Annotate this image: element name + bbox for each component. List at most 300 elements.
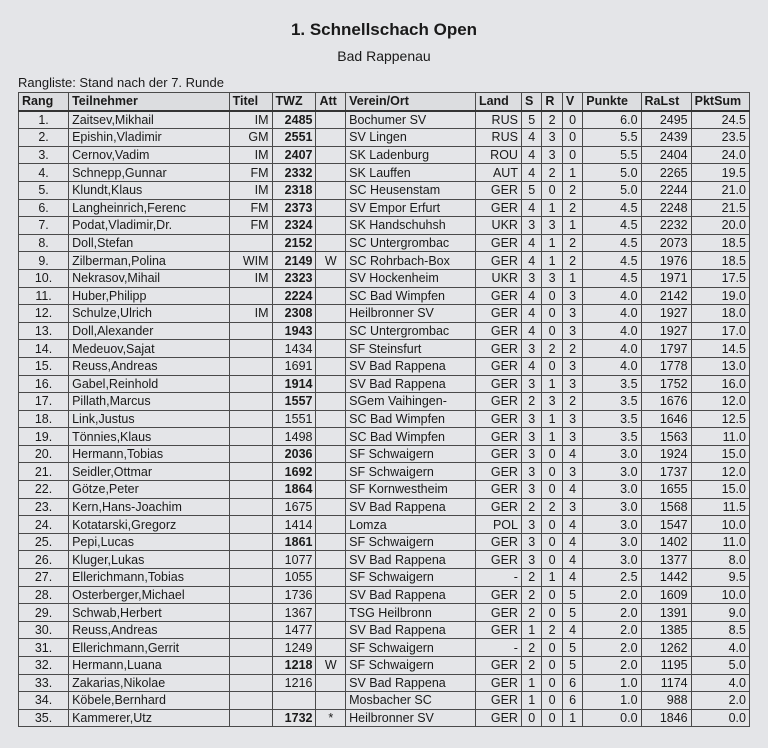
cell-ralst: 1927 bbox=[641, 305, 691, 323]
cell-titel: IM bbox=[229, 269, 272, 287]
cell-r: 3 bbox=[542, 269, 562, 287]
cell-teilnehmer: Götze,Peter bbox=[69, 481, 230, 499]
cell-v: 2 bbox=[562, 181, 582, 199]
cell-v: 0 bbox=[562, 111, 582, 129]
table-row bbox=[19, 586, 750, 604]
cell-r: 1 bbox=[542, 428, 562, 446]
table-row bbox=[19, 146, 750, 164]
cell-titel bbox=[229, 621, 272, 639]
cell-att bbox=[316, 533, 346, 551]
cell-v: 4 bbox=[562, 445, 582, 463]
cell-teilnehmer: Seidler,Ottmar bbox=[69, 463, 230, 481]
header-titel: Titel bbox=[229, 93, 272, 111]
cell-r: 1 bbox=[542, 569, 562, 587]
cell-att: * bbox=[316, 709, 346, 727]
cell-verein: SK Lauffen bbox=[346, 164, 476, 182]
cell-titel bbox=[229, 357, 272, 375]
cell-punkte: 3.5 bbox=[583, 410, 641, 428]
cell-twz: 1077 bbox=[272, 551, 316, 569]
cell-rang: 6. bbox=[19, 199, 69, 217]
table-row bbox=[19, 463, 750, 481]
cell-rang: 23. bbox=[19, 498, 69, 516]
cell-land: AUT bbox=[475, 164, 521, 182]
cell-rang: 29. bbox=[19, 604, 69, 622]
cell-teilnehmer: Tönnies,Klaus bbox=[69, 428, 230, 446]
cell-land: GER bbox=[475, 463, 521, 481]
cell-pktsum: 8.0 bbox=[691, 551, 749, 569]
cell-r: 0 bbox=[542, 516, 562, 534]
cell-twz: 1216 bbox=[272, 674, 316, 692]
cell-pktsum: 10.0 bbox=[691, 516, 749, 534]
cell-verein: SV Bad Rappena bbox=[346, 621, 476, 639]
table-row bbox=[19, 428, 750, 446]
table-row bbox=[19, 234, 750, 252]
cell-teilnehmer: Reuss,Andreas bbox=[69, 621, 230, 639]
cell-punkte: 3.0 bbox=[583, 463, 641, 481]
cell-twz: 2332 bbox=[272, 164, 316, 182]
cell-punkte: 1.0 bbox=[583, 692, 641, 710]
cell-att bbox=[316, 445, 346, 463]
cell-s: 2 bbox=[521, 639, 541, 657]
header-punkte: Punkte bbox=[583, 93, 641, 111]
cell-twz: 2373 bbox=[272, 199, 316, 217]
cell-ralst: 1547 bbox=[641, 516, 691, 534]
cell-teilnehmer: Zilberman,Polina bbox=[69, 252, 230, 270]
cell-pktsum: 18.5 bbox=[691, 252, 749, 270]
table-row bbox=[19, 305, 750, 323]
cell-att bbox=[316, 639, 346, 657]
cell-s: 4 bbox=[521, 199, 541, 217]
cell-verein: SF Schwaigern bbox=[346, 445, 476, 463]
cell-rang: 17. bbox=[19, 393, 69, 411]
cell-verein: SC Untergrombac bbox=[346, 322, 476, 340]
cell-titel bbox=[229, 586, 272, 604]
cell-rang: 10. bbox=[19, 269, 69, 287]
table-row bbox=[19, 269, 750, 287]
cell-ralst: 1174 bbox=[641, 674, 691, 692]
cell-s: 5 bbox=[521, 111, 541, 129]
cell-r: 2 bbox=[542, 498, 562, 516]
cell-v: 2 bbox=[562, 252, 582, 270]
cell-s: 1 bbox=[521, 621, 541, 639]
table-row bbox=[19, 393, 750, 411]
cell-rang: 19. bbox=[19, 428, 69, 446]
cell-v: 3 bbox=[562, 498, 582, 516]
cell-r: 0 bbox=[542, 692, 562, 710]
cell-land: GER bbox=[475, 393, 521, 411]
cell-punkte: 4.5 bbox=[583, 269, 641, 287]
cell-titel bbox=[229, 674, 272, 692]
cell-punkte: 6.0 bbox=[583, 111, 641, 129]
cell-v: 2 bbox=[562, 234, 582, 252]
cell-att bbox=[316, 481, 346, 499]
table-row bbox=[19, 252, 750, 270]
cell-punkte: 5.0 bbox=[583, 181, 641, 199]
cell-r: 0 bbox=[542, 463, 562, 481]
cell-v: 5 bbox=[562, 586, 582, 604]
cell-rang: 9. bbox=[19, 252, 69, 270]
cell-rang: 11. bbox=[19, 287, 69, 305]
cell-punkte: 3.0 bbox=[583, 481, 641, 499]
cell-punkte: 4.0 bbox=[583, 322, 641, 340]
cell-s: 4 bbox=[521, 146, 541, 164]
cell-land: GER bbox=[475, 252, 521, 270]
cell-verein: SC Untergrombac bbox=[346, 234, 476, 252]
table-row bbox=[19, 164, 750, 182]
cell-s: 3 bbox=[521, 340, 541, 358]
cell-punkte: 3.0 bbox=[583, 533, 641, 551]
cell-titel bbox=[229, 639, 272, 657]
cell-punkte: 2.0 bbox=[583, 586, 641, 604]
cell-land: GER bbox=[475, 375, 521, 393]
cell-twz: 2485 bbox=[272, 111, 316, 129]
table-row bbox=[19, 621, 750, 639]
cell-titel bbox=[229, 463, 272, 481]
cell-att bbox=[316, 498, 346, 516]
table-row bbox=[19, 498, 750, 516]
cell-v: 3 bbox=[562, 357, 582, 375]
cell-pktsum: 4.0 bbox=[691, 639, 749, 657]
cell-punkte: 4.0 bbox=[583, 340, 641, 358]
cell-land: GER bbox=[475, 357, 521, 375]
cell-titel: FM bbox=[229, 199, 272, 217]
cell-pktsum: 17.5 bbox=[691, 269, 749, 287]
cell-v: 3 bbox=[562, 428, 582, 446]
cell-land: GER bbox=[475, 551, 521, 569]
cell-s: 4 bbox=[521, 287, 541, 305]
cell-v: 4 bbox=[562, 481, 582, 499]
cell-rang: 21. bbox=[19, 463, 69, 481]
cell-titel: IM bbox=[229, 111, 272, 129]
cell-ralst: 1737 bbox=[641, 463, 691, 481]
cell-s: 4 bbox=[521, 164, 541, 182]
cell-ralst: 1442 bbox=[641, 569, 691, 587]
cell-verein: SC Bad Wimpfen bbox=[346, 410, 476, 428]
cell-teilnehmer: Kern,Hans-Joachim bbox=[69, 498, 230, 516]
cell-r: 2 bbox=[542, 164, 562, 182]
cell-rang: 31. bbox=[19, 639, 69, 657]
cell-teilnehmer: Klundt,Klaus bbox=[69, 181, 230, 199]
header-verein: Verein/Ort bbox=[346, 93, 476, 111]
cell-v: 3 bbox=[562, 410, 582, 428]
cell-teilnehmer: Pepi,Lucas bbox=[69, 533, 230, 551]
cell-pktsum: 12.5 bbox=[691, 410, 749, 428]
cell-att bbox=[316, 111, 346, 129]
cell-s: 4 bbox=[521, 357, 541, 375]
cell-att bbox=[316, 569, 346, 587]
cell-v: 3 bbox=[562, 322, 582, 340]
cell-teilnehmer: Kammerer,Utz bbox=[69, 709, 230, 727]
cell-att bbox=[316, 551, 346, 569]
cell-ralst: 1846 bbox=[641, 709, 691, 727]
cell-rang: 14. bbox=[19, 340, 69, 358]
cell-ralst: 2495 bbox=[641, 111, 691, 129]
cell-twz: 1732 bbox=[272, 709, 316, 727]
cell-att bbox=[316, 146, 346, 164]
cell-verein: SV Bad Rappena bbox=[346, 375, 476, 393]
cell-twz: 1736 bbox=[272, 586, 316, 604]
cell-pktsum: 11.0 bbox=[691, 428, 749, 446]
header-land: Land bbox=[475, 93, 521, 111]
cell-s: 3 bbox=[521, 533, 541, 551]
cell-punkte: 4.5 bbox=[583, 217, 641, 235]
cell-land: GER bbox=[475, 586, 521, 604]
cell-s: 3 bbox=[521, 463, 541, 481]
cell-land: GER bbox=[475, 445, 521, 463]
cell-punkte: 3.5 bbox=[583, 428, 641, 446]
cell-land: GER bbox=[475, 305, 521, 323]
cell-teilnehmer: Kotatarski,Gregorz bbox=[69, 516, 230, 534]
cell-r: 0 bbox=[542, 551, 562, 569]
cell-att bbox=[316, 181, 346, 199]
cell-teilnehmer: Ellerichmann,Tobias bbox=[69, 569, 230, 587]
cell-land: - bbox=[475, 639, 521, 657]
cell-rang: 33. bbox=[19, 674, 69, 692]
cell-rang: 32. bbox=[19, 657, 69, 675]
cell-twz: 1691 bbox=[272, 357, 316, 375]
document-title: 1. Schnellschach Open bbox=[290, 20, 478, 39]
cell-ralst: 2404 bbox=[641, 146, 691, 164]
cell-land: GER bbox=[475, 340, 521, 358]
cell-verein: SK Handschuhsh bbox=[346, 217, 476, 235]
cell-ralst: 1563 bbox=[641, 428, 691, 446]
table-row bbox=[19, 217, 750, 235]
cell-verein: Lomza bbox=[346, 516, 476, 534]
standings-table bbox=[18, 92, 750, 727]
cell-s: 3 bbox=[521, 445, 541, 463]
cell-titel: FM bbox=[229, 164, 272, 182]
cell-rang: 25. bbox=[19, 533, 69, 551]
cell-twz: 2551 bbox=[272, 129, 316, 147]
cell-titel bbox=[229, 657, 272, 675]
cell-ralst: 1655 bbox=[641, 481, 691, 499]
cell-twz: 1367 bbox=[272, 604, 316, 622]
table-body bbox=[19, 111, 750, 727]
cell-verein: SV Bad Rappena bbox=[346, 586, 476, 604]
cell-v: 2 bbox=[562, 199, 582, 217]
cell-ralst: 1568 bbox=[641, 498, 691, 516]
cell-rang: 5. bbox=[19, 181, 69, 199]
cell-att bbox=[316, 463, 346, 481]
cell-titel bbox=[229, 234, 272, 252]
cell-land: - bbox=[475, 569, 521, 587]
cell-punkte: 4.0 bbox=[583, 305, 641, 323]
cell-punkte: 0.0 bbox=[583, 709, 641, 727]
cell-verein: SV Bad Rappena bbox=[346, 551, 476, 569]
cell-verein: SC Heusenstam bbox=[346, 181, 476, 199]
cell-ralst: 1609 bbox=[641, 586, 691, 604]
cell-twz: 2036 bbox=[272, 445, 316, 463]
cell-titel bbox=[229, 533, 272, 551]
cell-rang: 4. bbox=[19, 164, 69, 182]
cell-land: GER bbox=[475, 621, 521, 639]
cell-s: 3 bbox=[521, 428, 541, 446]
cell-titel bbox=[229, 322, 272, 340]
header-pktsum: PktSum bbox=[691, 93, 749, 111]
cell-rang: 2. bbox=[19, 129, 69, 147]
cell-s: 2 bbox=[521, 393, 541, 411]
cell-punkte: 5.5 bbox=[583, 146, 641, 164]
cell-att bbox=[316, 199, 346, 217]
cell-rang: 27. bbox=[19, 569, 69, 587]
cell-s: 3 bbox=[521, 481, 541, 499]
cell-twz: 1914 bbox=[272, 375, 316, 393]
cell-verein: Heilbronner SV bbox=[346, 709, 476, 727]
cell-att: W bbox=[316, 657, 346, 675]
cell-twz: 2323 bbox=[272, 269, 316, 287]
cell-pktsum: 12.0 bbox=[691, 393, 749, 411]
cell-v: 5 bbox=[562, 657, 582, 675]
cell-punkte: 3.0 bbox=[583, 516, 641, 534]
cell-verein: Mosbacher SC bbox=[346, 692, 476, 710]
cell-pktsum: 24.0 bbox=[691, 146, 749, 164]
table-row bbox=[19, 181, 750, 199]
header-att: Att bbox=[316, 93, 346, 111]
cell-ralst: 1402 bbox=[641, 533, 691, 551]
cell-verein: SC Bad Wimpfen bbox=[346, 428, 476, 446]
cell-rang: 24. bbox=[19, 516, 69, 534]
cell-ralst: 2248 bbox=[641, 199, 691, 217]
cell-att bbox=[316, 340, 346, 358]
cell-pktsum: 21.5 bbox=[691, 199, 749, 217]
table-row bbox=[19, 481, 750, 499]
cell-s: 2 bbox=[521, 657, 541, 675]
cell-teilnehmer: Nekrasov,Mihail bbox=[69, 269, 230, 287]
cell-ralst: 1676 bbox=[641, 393, 691, 411]
cell-verein: SV Bad Rappena bbox=[346, 357, 476, 375]
cell-s: 0 bbox=[521, 709, 541, 727]
cell-twz: 1557 bbox=[272, 393, 316, 411]
cell-ralst: 2244 bbox=[641, 181, 691, 199]
cell-teilnehmer: Köbele,Bernhard bbox=[69, 692, 230, 710]
cell-land: GER bbox=[475, 657, 521, 675]
cell-titel bbox=[229, 551, 272, 569]
cell-rang: 20. bbox=[19, 445, 69, 463]
cell-pktsum: 19.0 bbox=[691, 287, 749, 305]
cell-titel bbox=[229, 569, 272, 587]
table-row bbox=[19, 129, 750, 147]
table-row bbox=[19, 445, 750, 463]
cell-pktsum: 20.0 bbox=[691, 217, 749, 235]
cell-ralst: 1778 bbox=[641, 357, 691, 375]
cell-r: 0 bbox=[542, 287, 562, 305]
cell-teilnehmer: Reuss,Andreas bbox=[69, 357, 230, 375]
cell-r: 0 bbox=[542, 181, 562, 199]
cell-r: 2 bbox=[542, 621, 562, 639]
table-row bbox=[19, 533, 750, 551]
cell-twz: 1477 bbox=[272, 621, 316, 639]
cell-ralst: 1385 bbox=[641, 621, 691, 639]
cell-v: 1 bbox=[562, 164, 582, 182]
cell-v: 3 bbox=[562, 463, 582, 481]
cell-v: 4 bbox=[562, 551, 582, 569]
cell-r: 0 bbox=[542, 481, 562, 499]
cell-att bbox=[316, 322, 346, 340]
cell-att bbox=[316, 129, 346, 147]
cell-s: 5 bbox=[521, 181, 541, 199]
cell-teilnehmer: Doll,Alexander bbox=[69, 322, 230, 340]
cell-att bbox=[316, 357, 346, 375]
cell-s: 1 bbox=[521, 692, 541, 710]
cell-ralst: 1195 bbox=[641, 657, 691, 675]
cell-twz: 2318 bbox=[272, 181, 316, 199]
cell-twz: 2149 bbox=[272, 252, 316, 270]
cell-s: 4 bbox=[521, 322, 541, 340]
cell-ralst: 1971 bbox=[641, 269, 691, 287]
cell-rang: 16. bbox=[19, 375, 69, 393]
cell-att bbox=[316, 692, 346, 710]
cell-att bbox=[316, 375, 346, 393]
cell-r: 2 bbox=[542, 340, 562, 358]
cell-att bbox=[316, 393, 346, 411]
cell-twz: 1675 bbox=[272, 498, 316, 516]
cell-v: 4 bbox=[562, 533, 582, 551]
cell-titel: WIM bbox=[229, 252, 272, 270]
cell-r: 0 bbox=[542, 357, 562, 375]
cell-punkte: 3.0 bbox=[583, 551, 641, 569]
cell-v: 4 bbox=[562, 569, 582, 587]
cell-verein: SF Schwaigern bbox=[346, 569, 476, 587]
header-s: S bbox=[521, 93, 541, 111]
cell-ralst: 1391 bbox=[641, 604, 691, 622]
cell-att bbox=[316, 287, 346, 305]
cell-punkte: 4.5 bbox=[583, 252, 641, 270]
cell-s: 3 bbox=[521, 217, 541, 235]
cell-att bbox=[316, 604, 346, 622]
cell-r: 3 bbox=[542, 129, 562, 147]
cell-teilnehmer: Kluger,Lukas bbox=[69, 551, 230, 569]
cell-punkte: 3.5 bbox=[583, 393, 641, 411]
cell-punkte: 2.0 bbox=[583, 621, 641, 639]
cell-r: 0 bbox=[542, 604, 562, 622]
cell-titel bbox=[229, 709, 272, 727]
cell-teilnehmer: Ellerichmann,Gerrit bbox=[69, 639, 230, 657]
cell-rang: 15. bbox=[19, 357, 69, 375]
cell-verein: TSG Heilbronn bbox=[346, 604, 476, 622]
cell-titel: IM bbox=[229, 146, 272, 164]
cell-teilnehmer: Epishin,Vladimir bbox=[69, 129, 230, 147]
cell-titel: FM bbox=[229, 217, 272, 235]
cell-land: GER bbox=[475, 709, 521, 727]
cell-s: 3 bbox=[521, 516, 541, 534]
cell-pktsum: 8.5 bbox=[691, 621, 749, 639]
cell-teilnehmer: Hermann,Luana bbox=[69, 657, 230, 675]
cell-titel bbox=[229, 516, 272, 534]
cell-v: 1 bbox=[562, 217, 582, 235]
cell-verein: SF Schwaigern bbox=[346, 657, 476, 675]
cell-v: 2 bbox=[562, 340, 582, 358]
cell-r: 1 bbox=[542, 199, 562, 217]
cell-att bbox=[316, 586, 346, 604]
cell-r: 0 bbox=[542, 657, 562, 675]
cell-ralst: 2073 bbox=[641, 234, 691, 252]
cell-s: 4 bbox=[521, 305, 541, 323]
table-row bbox=[19, 551, 750, 569]
cell-teilnehmer: Zaitsev,Mikhail bbox=[69, 111, 230, 129]
cell-titel bbox=[229, 340, 272, 358]
cell-teilnehmer: Doll,Stefan bbox=[69, 234, 230, 252]
cell-twz: 1864 bbox=[272, 481, 316, 499]
cell-titel: IM bbox=[229, 305, 272, 323]
table-row bbox=[19, 692, 750, 710]
cell-punkte: 4.0 bbox=[583, 287, 641, 305]
cell-pktsum: 14.5 bbox=[691, 340, 749, 358]
cell-titel: GM bbox=[229, 129, 272, 147]
header-ralst: RaLst bbox=[641, 93, 691, 111]
cell-s: 2 bbox=[521, 569, 541, 587]
cell-rang: 28. bbox=[19, 586, 69, 604]
cell-verein: SC Bad Wimpfen bbox=[346, 287, 476, 305]
